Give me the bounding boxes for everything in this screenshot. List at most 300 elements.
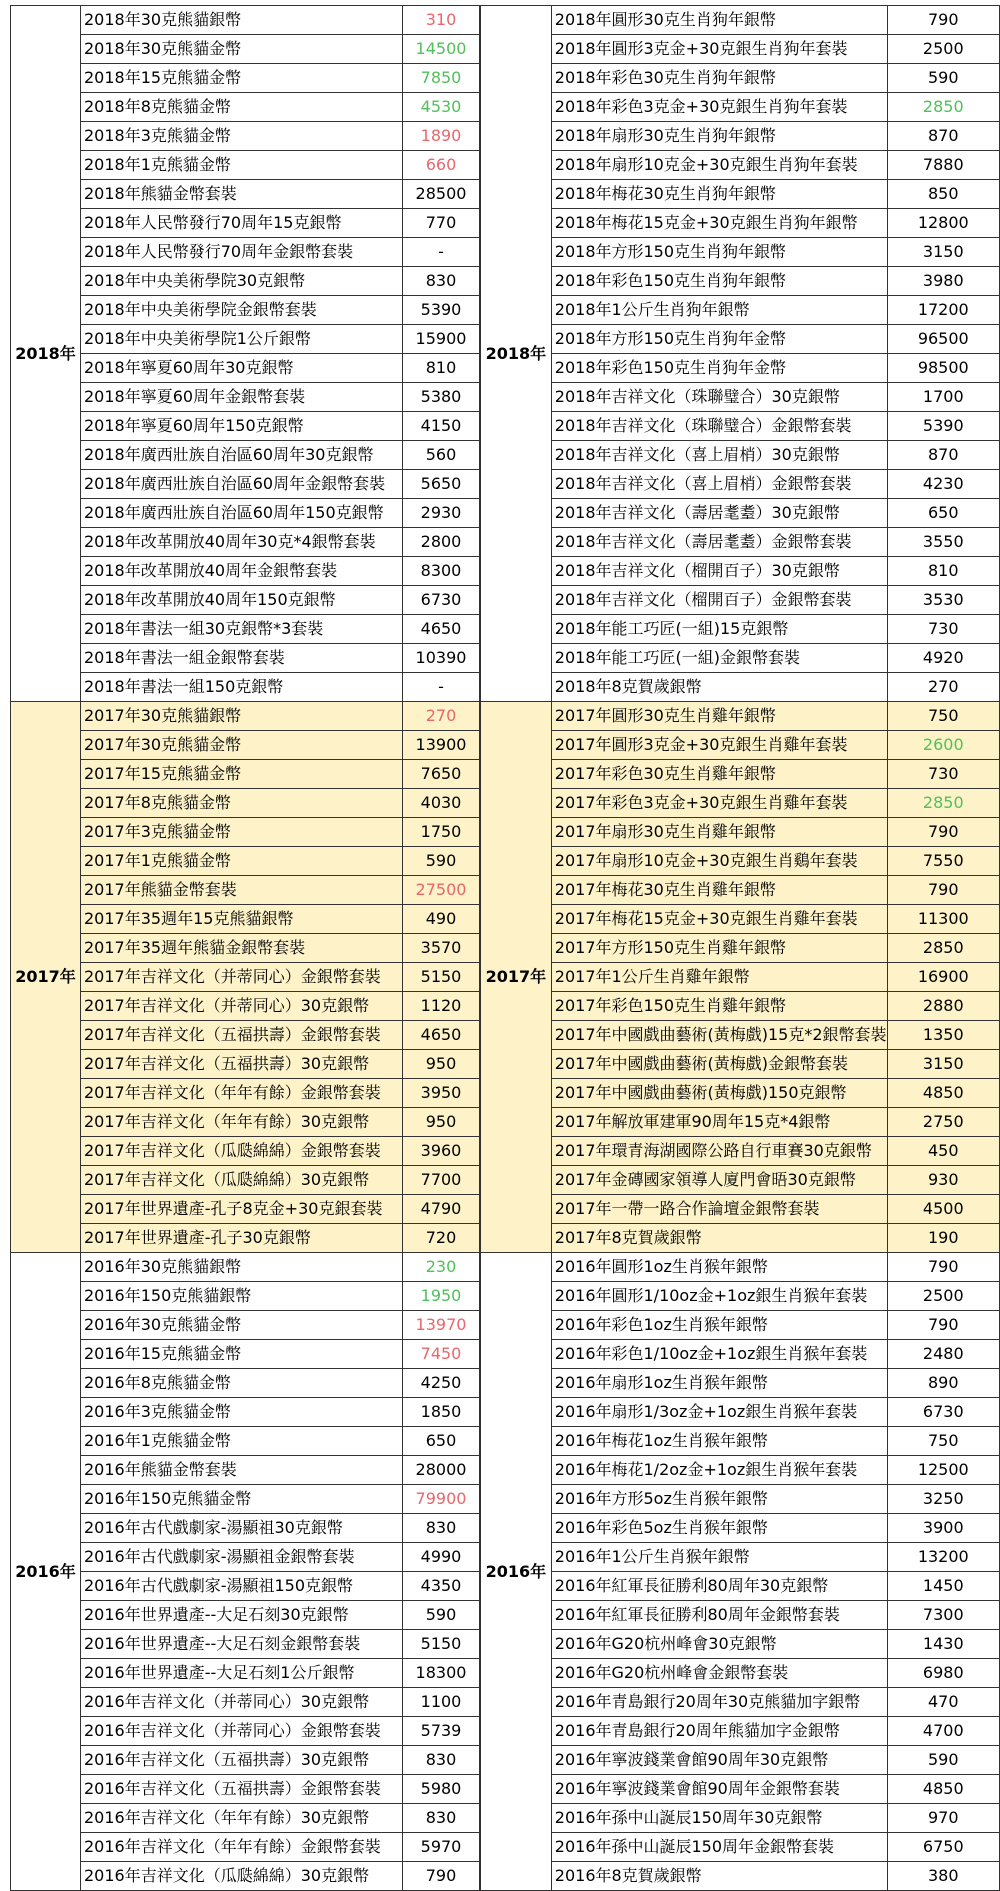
coin-price: 7450 [403,1340,480,1369]
coin-name: 2018年改革開放40周年金銀幣套裝 [81,557,403,586]
table-row [481,1833,1000,1862]
table-row [11,1427,480,1456]
table-row [11,1456,480,1485]
coin-name: 2017年彩色30克生肖雞年銀幣 [551,760,887,789]
coin-price: 3980 [887,267,999,296]
coin-name: 2018年書法一組金銀幣套裝 [81,644,403,673]
table-row [481,6,1000,35]
coin-name: 2016年扇形1oz生肖猴年銀幣 [551,1369,887,1398]
coin-price: 12500 [887,1456,999,1485]
table-row [481,1166,1000,1195]
coin-price: 18300 [403,1659,480,1688]
coin-price: 28000 [403,1456,480,1485]
coin-price: 6730 [403,586,480,615]
table-row [481,412,1000,441]
table-row [481,1340,1000,1369]
coin-price: 6980 [887,1659,999,1688]
table-row [11,789,480,818]
table-row [481,905,1000,934]
table-row [481,1427,1000,1456]
coin-price: 790 [887,876,999,905]
table-row [481,1717,1000,1746]
coin-name: 2017年梅花30克生肖雞年銀幣 [551,876,887,905]
year-label: 2017年 [481,702,552,1253]
table-row [11,354,480,383]
coin-name: 2016年梅花1/2oz金+1oz銀生肖猴年套裝 [551,1456,887,1485]
table-row [11,1224,480,1253]
coin-name: 2016年150克熊貓金幣 [81,1485,403,1514]
table-row [11,1862,480,1891]
table-row [481,209,1000,238]
coin-price: 5650 [403,470,480,499]
table-row [11,1688,480,1717]
table-row [11,1717,480,1746]
table-row [481,35,1000,64]
coin-price: 490 [403,905,480,934]
coin-price: 590 [403,847,480,876]
coin-name: 2017年彩色150克生肖雞年銀幣 [551,992,887,1021]
coin-name: 2018年廣西壯族自治區60周年30克銀幣 [81,441,403,470]
table-row [11,1079,480,1108]
coin-price: 650 [887,499,999,528]
coin-name: 2017年35週年熊貓金銀幣套裝 [81,934,403,963]
table-row [11,905,480,934]
table-row [11,1601,480,1630]
coin-name: 2017年吉祥文化（瓜瓞綿綿）30克銀幣 [81,1166,403,1195]
coin-price: 810 [887,557,999,586]
table-row [11,325,480,354]
coin-name: 2017年吉祥文化（瓜瓞綿綿）金銀幣套裝 [81,1137,403,1166]
coin-name: 2016年青島銀行20周年30克熊貓加字銀幣 [551,1688,887,1717]
table-row [481,325,1000,354]
table-row [11,470,480,499]
coin-price: 230 [403,1253,480,1282]
coin-price: 5739 [403,1717,480,1746]
coin-price: 13970 [403,1311,480,1340]
coin-name: 2017年15克熊貓金幣 [81,760,403,789]
coin-name: 2017年金磚國家領導人廈門會晤30克銀幣 [551,1166,887,1195]
coin-name: 2016年熊貓金幣套裝 [81,1456,403,1485]
table-row [481,876,1000,905]
coin-name: 2016年梅花1oz生肖猴年銀幣 [551,1427,887,1456]
table-row [11,876,480,905]
table-row [481,789,1000,818]
coin-price: 950 [403,1108,480,1137]
coin-name: 2018年能工巧匠(一組)15克銀幣 [551,615,887,644]
coin-name: 2017年吉祥文化（年年有餘）30克銀幣 [81,1108,403,1137]
table-row [11,1195,480,1224]
coin-name: 2017年熊貓金幣套裝 [81,876,403,905]
table-row [11,1833,480,1862]
coin-name: 2018年圓形3克金+30克銀生肖狗年套裝 [551,35,887,64]
coin-name: 2017年扇形30克生肖雞年銀幣 [551,818,887,847]
coin-price: 14500 [403,35,480,64]
coin-name: 2017年一帶一路合作論壇金銀幣套裝 [551,1195,887,1224]
coin-name: 2018年吉祥文化（壽居耄耋）金銀幣套裝 [551,528,887,557]
coin-name: 2016年吉祥文化（并蒂同心）30克銀幣 [81,1688,403,1717]
table-row [11,1630,480,1659]
coin-price: 2500 [887,35,999,64]
year-label: 2016年 [11,1253,81,1891]
table-row [11,1543,480,1572]
coin-price: 830 [403,1746,480,1775]
coin-name: 2017年吉祥文化（五福拱壽）30克銀幣 [81,1050,403,1079]
coin-price: 7880 [887,151,999,180]
coin-name: 2016年青島銀行20周年熊貓加字金銀幣 [551,1717,887,1746]
coin-price: 470 [887,1688,999,1717]
coin-price: 660 [403,151,480,180]
table-row [11,1137,480,1166]
table-row [11,1340,480,1369]
coin-price: 12800 [887,209,999,238]
table-row [11,180,480,209]
table-row [481,557,1000,586]
coin-price: 1350 [887,1021,999,1050]
table-row [481,992,1000,1021]
coin-price: 5980 [403,1775,480,1804]
coin-price: 2500 [887,1282,999,1311]
coin-name: 2017年世界遺產-孔子8克金+30克銀套裝 [81,1195,403,1224]
coin-price: 3550 [887,528,999,557]
coin-name: 2018年人民幣發行70周年15克銀幣 [81,209,403,238]
coin-name: 2018年中央美術學院30克銀幣 [81,267,403,296]
table-row [481,296,1000,325]
coin-name: 2018年書法一組150克銀幣 [81,673,403,702]
table-row [481,383,1000,412]
coin-name: 2016年圓形1oz生肖猴年銀幣 [551,1253,887,1282]
coin-name: 2018年吉祥文化（壽居耄耋）30克銀幣 [551,499,887,528]
coin-name: 2016年孫中山誕辰150周年30克銀幣 [551,1804,887,1833]
coin-name: 2018年寧夏60周年150克銀幣 [81,412,403,441]
table-row [11,615,480,644]
coin-name: 2016年紅軍長征勝利80周年金銀幣套裝 [551,1601,887,1630]
coin-price: 3150 [887,238,999,267]
table-row [481,847,1000,876]
coin-price: 4230 [887,470,999,499]
coin-price: 5970 [403,1833,480,1862]
coin-price: 7700 [403,1166,480,1195]
table-row [481,1050,1000,1079]
coin-name: 2018年吉祥文化（珠聯璧合）金銀幣套裝 [551,412,887,441]
table-row [11,1253,480,1282]
coin-name: 2016年15克熊貓金幣 [81,1340,403,1369]
coin-name: 2018年中央美術學院1公斤銀幣 [81,325,403,354]
table-row [11,963,480,992]
coin-price: 950 [403,1050,480,1079]
coin-price: 2930 [403,499,480,528]
table-row [481,441,1000,470]
coin-price: 1850 [403,1398,480,1427]
table-row [481,151,1000,180]
table-row [481,673,1000,702]
coin-name: 2018年梅花15克金+30克銀生肖狗年銀幣 [551,209,887,238]
coin-name: 2018年1克熊貓金幣 [81,151,403,180]
table-row [11,528,480,557]
year-label: 2018年 [481,6,552,702]
coin-name: 2016年30克熊貓金幣 [81,1311,403,1340]
table-row [481,963,1000,992]
coin-price: 1430 [887,1630,999,1659]
coin-name: 2016年G20杭州峰會金銀幣套裝 [551,1659,887,1688]
coin-price: 870 [887,122,999,151]
right-table-body [481,6,1000,1891]
coin-name: 2017年35週年15克熊貓銀幣 [81,905,403,934]
coin-price: 750 [887,702,999,731]
coin-price: 15900 [403,325,480,354]
table-row [481,267,1000,296]
coin-price: 830 [403,1514,480,1543]
table-row [481,122,1000,151]
table-row [11,731,480,760]
table-row [481,1021,1000,1050]
table-row [481,1079,1000,1108]
coin-price: 13900 [403,731,480,760]
coin-name: 2018年8克賀歲銀幣 [551,673,887,702]
table-row [481,1195,1000,1224]
coin-name: 2016年古代戲劇家-湯顯祖30克銀幣 [81,1514,403,1543]
coin-name: 2017年8克熊貓金幣 [81,789,403,818]
table-row [11,1282,480,1311]
table-row [481,760,1000,789]
coin-price: 4350 [403,1572,480,1601]
coin-price: 850 [887,180,999,209]
coin-name: 2018年人民幣發行70周年金銀幣套裝 [81,238,403,267]
coin-price: 4250 [403,1369,480,1398]
coin-price: 2850 [887,934,999,963]
table-row [11,1514,480,1543]
coin-name: 2017年方形150克生肖雞年銀幣 [551,934,887,963]
coin-name: 2018年書法一組30克銀幣*3套裝 [81,615,403,644]
coin-price: 790 [887,1253,999,1282]
coin-price: 4850 [887,1079,999,1108]
coin-price: 28500 [403,180,480,209]
left-price-table [10,5,480,1891]
year-label: 2017年 [11,702,81,1253]
table-row [11,818,480,847]
table-row [11,1311,480,1340]
coin-price: 790 [887,818,999,847]
coin-name: 2018年吉祥文化（珠聯璧合）30克銀幣 [551,383,887,412]
coin-price: 590 [887,64,999,93]
coin-name: 2017年吉祥文化（并蒂同心）30克銀幣 [81,992,403,1021]
coin-price: 1700 [887,383,999,412]
table-row [481,1514,1000,1543]
coin-name: 2018年梅花30克生肖狗年銀幣 [551,180,887,209]
coin-name: 2017年30克熊貓銀幣 [81,702,403,731]
coin-price: 7300 [887,1601,999,1630]
coin-price: 790 [887,1311,999,1340]
table-row [481,528,1000,557]
coin-name: 2016年G20杭州峰會30克銀幣 [551,1630,887,1659]
coin-price: 11300 [887,905,999,934]
table-row [481,1543,1000,1572]
coin-price: 4650 [403,1021,480,1050]
coin-price: 3900 [887,1514,999,1543]
table-row [11,1021,480,1050]
table-row [11,35,480,64]
coin-name: 2016年寧波錢業會館90周年金銀幣套裝 [551,1775,887,1804]
table-row [11,64,480,93]
table-row [11,383,480,412]
coin-name: 2018年15克熊貓金幣 [81,64,403,93]
coin-name: 2018年吉祥文化（喜上眉梢）30克銀幣 [551,441,887,470]
coin-price: 96500 [887,325,999,354]
coin-price: 730 [887,760,999,789]
coin-name: 2017年1公斤生肖雞年銀幣 [551,963,887,992]
coin-name: 2018年彩色150克生肖狗年金幣 [551,354,887,383]
coin-name: 2016年8克賀歲銀幣 [551,1862,887,1891]
coin-name: 2018年改革開放40周年30克*4銀幣套裝 [81,528,403,557]
table-row [11,238,480,267]
year-label: 2018年 [11,6,81,702]
coin-price: 2850 [887,93,999,122]
table-row [481,1311,1000,1340]
left-price-column [10,5,480,1891]
table-row [11,1398,480,1427]
coin-name: 2016年寧波錢業會館90周年30克銀幣 [551,1746,887,1775]
coin-name: 2017年中國戲曲藝術(黃梅戲)15克*2銀幣套裝 [551,1021,887,1050]
coin-price: 1750 [403,818,480,847]
coin-name: 2017年扇形10克金+30克銀生肖鷄年套裝 [551,847,887,876]
coin-name: 2016年8克熊貓金幣 [81,1369,403,1398]
table-row [481,1253,1000,1282]
coin-name: 2017年8克賀歲銀幣 [551,1224,887,1253]
table-row [11,499,480,528]
table-row [481,934,1000,963]
coin-price: 7850 [403,64,480,93]
table-row [11,151,480,180]
coin-price: 590 [887,1746,999,1775]
coin-price: 720 [403,1224,480,1253]
coin-price: 3570 [403,934,480,963]
coin-price: 190 [887,1224,999,1253]
coin-name: 2018年8克熊貓金幣 [81,93,403,122]
table-row [11,586,480,615]
coin-name: 2017年3克熊貓金幣 [81,818,403,847]
table-row [481,64,1000,93]
table-row [481,93,1000,122]
coin-name: 2017年世界遺產-孔子30克銀幣 [81,1224,403,1253]
coin-name: 2018年廣西壯族自治區60周年金銀幣套裝 [81,470,403,499]
coin-price: 79900 [403,1485,480,1514]
table-row [11,1369,480,1398]
coin-price: 3960 [403,1137,480,1166]
table-row [481,354,1000,383]
coin-price: 4700 [887,1717,999,1746]
coin-name: 2018年彩色30克生肖狗年銀幣 [551,64,887,93]
coin-name: 2018年吉祥文化（喜上眉梢）金銀幣套裝 [551,470,887,499]
coin-name: 2018年吉祥文化（榴開百子）金銀幣套裝 [551,586,887,615]
coin-price: 730 [887,615,999,644]
coin-price: 27500 [403,876,480,905]
coin-name: 2016年1克熊貓金幣 [81,1427,403,1456]
coin-price: 560 [403,441,480,470]
coin-name: 2018年熊貓金幣套裝 [81,180,403,209]
table-row [481,1630,1000,1659]
coin-price: 790 [887,6,999,35]
table-row [481,1688,1000,1717]
coin-name: 2017年解放軍建軍90周年15克*4銀幣 [551,1108,887,1137]
coin-price: 16900 [887,963,999,992]
coin-price: 4650 [403,615,480,644]
coin-name: 2016年30克熊貓銀幣 [81,1253,403,1282]
coin-name: 2018年圓形30克生肖狗年銀幣 [551,6,887,35]
coin-price: 4850 [887,1775,999,1804]
table-row [481,180,1000,209]
coin-price: 1950 [403,1282,480,1311]
coin-price: 6730 [887,1398,999,1427]
coin-name: 2017年30克熊貓金幣 [81,731,403,760]
coin-price: 1450 [887,1572,999,1601]
coin-name: 2018年方形150克生肖狗年金幣 [551,325,887,354]
coin-price: 4920 [887,644,999,673]
coin-name: 2017年圓形3克金+30克銀生肖雞年套裝 [551,731,887,760]
table-row [481,818,1000,847]
coin-price: 310 [403,6,480,35]
coin-price: 2850 [887,789,999,818]
coin-name: 2016年彩色1oz生肖猴年銀幣 [551,1311,887,1340]
coin-name: 2018年30克熊貓銀幣 [81,6,403,35]
table-row [11,1804,480,1833]
coin-name: 2016年1公斤生肖猴年銀幣 [551,1543,887,1572]
coin-price: 2600 [887,731,999,760]
coin-name: 2016年古代戲劇家-湯顯祖150克銀幣 [81,1572,403,1601]
coin-name: 2017年吉祥文化（并蒂同心）金銀幣套裝 [81,963,403,992]
coin-name: 2016年方形5oz生肖猴年銀幣 [551,1485,887,1514]
coin-name: 2016年世界遺產--大足石刻1公斤銀幣 [81,1659,403,1688]
table-row [481,1775,1000,1804]
coin-price: 7650 [403,760,480,789]
coin-name: 2018年改革開放40周年150克銀幣 [81,586,403,615]
coin-price: 5380 [403,383,480,412]
coin-price: 5390 [887,412,999,441]
coin-price: 5150 [403,963,480,992]
table-row [481,1804,1000,1833]
coin-name: 2017年梅花15克金+30克銀生肖雞年套裝 [551,905,887,934]
coin-price: 5150 [403,1630,480,1659]
table-row [11,1572,480,1601]
coin-name: 2018年廣西壯族自治區60周年150克銀幣 [81,499,403,528]
table-row [11,412,480,441]
table-row [481,1746,1000,1775]
coin-price: 2480 [887,1340,999,1369]
coin-name: 2018年30克熊貓金幣 [81,35,403,64]
table-row [11,267,480,296]
table-row [11,1659,480,1688]
table-row [481,1572,1000,1601]
coin-name: 2018年彩色3克金+30克銀生肖狗年套裝 [551,93,887,122]
coin-price: 270 [403,702,480,731]
table-row [481,1282,1000,1311]
table-row [481,1862,1000,1891]
left-table-body [11,6,480,1891]
table-row [11,209,480,238]
coin-price: - [403,238,480,267]
coin-name: 2016年吉祥文化（五福拱壽）30克銀幣 [81,1746,403,1775]
coin-price: 770 [403,209,480,238]
coin-price: 750 [887,1427,999,1456]
table-row [11,760,480,789]
coin-price: 3150 [887,1050,999,1079]
coin-price: 5390 [403,296,480,325]
table-row [481,499,1000,528]
table-row [481,1137,1000,1166]
table-row [481,586,1000,615]
table-row [11,6,480,35]
coin-price: 810 [403,354,480,383]
coin-price: 590 [403,1601,480,1630]
coin-name: 2018年中央美術學院金銀幣套裝 [81,296,403,325]
